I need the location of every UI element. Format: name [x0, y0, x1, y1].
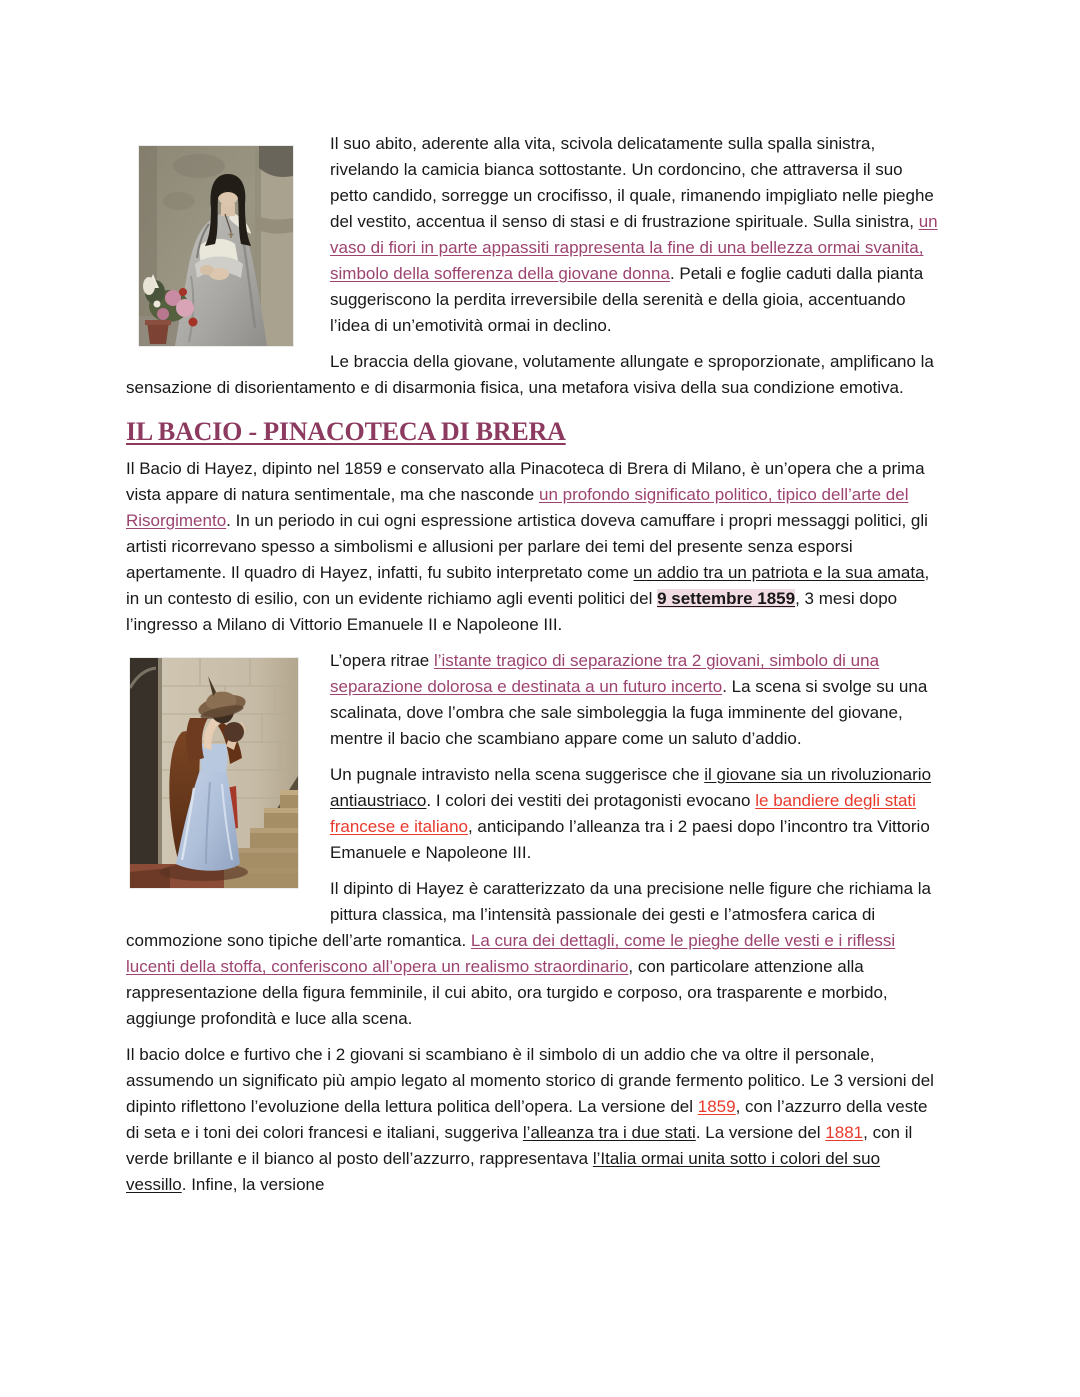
red-emphasis-text: 1859 — [697, 1097, 736, 1116]
text-run: , con particolare attenzione alla rappresentazione della figura femminile, il cui abito, ora turgido e corposo, ora trasparente e morbido, aggiunge profondità e luce alla scena. — [126, 957, 888, 1028]
il-bacio-painting-image — [130, 658, 298, 888]
text-run: Il Bacio di Hayez, dipinto nel 1859 e conservato alla Pinacoteca di Brera di Milano, è un’opera che a prima vista appare di natura sentimentale, ma che nasconde — [126, 459, 925, 504]
text-run: Un pugnale intravisto nella scena suggerisce che — [330, 765, 705, 784]
text-run: , anticipando l’alleanza tra i 2 paesi dopo l’incontro tra Vittorio Emanuele e Napoleone III. — [330, 817, 930, 862]
plum-emphasis-text: l’istante tragico di separazione tra 2 giovani, simbolo di una separazione dolorosa e destinata a un futuro incerto — [330, 651, 880, 696]
underline-emphasis-text: l’alleanza tra i due stati — [522, 1123, 696, 1142]
document-content — [126, 131, 940, 1208]
text-run: L’opera ritrae — [330, 651, 434, 670]
plum-emphasis-text: un vaso di fiori in parte appassiti rappresenta la fine di una bellezza ormai svanita, simbolo della sofferenza della giovane donna — [330, 212, 938, 283]
paragraph-dipinto-precisione — [126, 876, 940, 1032]
text-run: . Petali e foglie caduti dalla pianta suggeriscono la perdita irreversibile della serenità e della gioia, accentuando l’idea di un’emotività ormai in declino. — [330, 264, 924, 335]
text-run: . Infine, la versione — [181, 1175, 325, 1194]
il-bacio-illustration — [130, 658, 298, 888]
underline-emphasis-text: il giovane sia un rivoluzionario antiaustriaco — [330, 765, 932, 810]
malinconia-painting-image — [139, 146, 293, 346]
text-run: . In un periodo in cui ogni espressione artistica doveva camuffare i propri messaggi politici, gli artisti ricorrevano spesso a simbolismi e allusioni per parlare dei temi del presente senza esporsi apertamente. Il quadro di Hayez, infatti, fu subito interpretato come — [126, 511, 928, 582]
text-run: . La versione del — [695, 1123, 826, 1142]
underline-emphasis-text: l’Italia ormai unita sotto i colori del suo vessillo — [126, 1149, 881, 1194]
paragraph-braccia — [126, 349, 940, 401]
text-run: , con il verde brillante e il bianco al posto dell’azzurro, rappresentava — [126, 1123, 913, 1168]
plum-emphasis-text: un profondo significato politico, tipico dell’arte del Risorgimento — [126, 485, 909, 530]
text-run: . La scena si svolge su una scalinata, dove l’ombra che sale simboleggia la fuga imminente del giovane, mentre il bacio che scambiano appare come un saluto d’addio. — [330, 677, 928, 748]
text-run: Il dipinto di Hayez è caratterizzato da una precisione nelle figure che richiama la pittura classica, ma l’intensità passionale dei gesti e l’atmosfera carica di commozione sono tipiche dell’arte romantica. — [126, 879, 931, 950]
paragraph-bacio-intro — [126, 456, 940, 638]
plum-emphasis-text: La cura dei dettagli, come le pieghe delle vesti e i riflessi lucenti della stoffa, conferiscono all’opera un realismo straordinario — [126, 931, 896, 976]
text-run: , 3 mesi dopo l’ingresso a Milano di Vittorio Emanuele II e Napoleone III. — [126, 589, 898, 634]
text-run: , con l’azzurro della veste di seta e i toni dei colori francesi e italiani, suggeriva — [126, 1097, 928, 1142]
text-run: . I colori dei vestiti dei protagonisti evocano — [426, 791, 756, 810]
text-run: Il suo abito, aderente alla vita, scivola delicatamente sulla spalla sinistra, rivelando la camicia bianca sottostante. Un cordoncino, che attraversa il suo petto candido, sorregge un crocifisso, il quale, rimanendo impigliato nelle pieghe del vestito, accentua il senso di stasi e di frustrazione spirituale. Sulla sinistra, — [330, 134, 934, 231]
text-run: Il bacio dolce e furtivo che i 2 giovani si scambiano è il simbolo di un addio che va oltre il personale, assumendo un significato più ampio legato al momento storico di grande fermento politico. Le 3 versioni del dipinto riflettono l’evoluzione della lettura politica dell’opera. La versione del — [126, 1045, 934, 1116]
highlight-emphasis-text: 9 settembre 1859 — [657, 589, 796, 608]
paragraph-versioni — [126, 1042, 940, 1198]
red-emphasis-text: le bandiere degli stati francese e italiano — [330, 791, 916, 836]
underline-emphasis-text: un addio tra un patriota e la sua amata — [633, 563, 925, 582]
red-emphasis-text: 1881 — [825, 1123, 864, 1142]
text-run: , in un contesto di esilio, con un evidente richiamo agli eventi politici del — [126, 563, 930, 608]
section-heading: IL BACIO - PINACOTECA DI BRERA — [126, 417, 566, 446]
malinconia-illustration — [139, 146, 293, 346]
text-run: Le braccia della giovane, volutamente allungate e sproporzionate, amplificano la sensazione di disorientamento e di disarmonia fisica, una metafora visiva della sua condizione emotiva. — [126, 352, 934, 397]
